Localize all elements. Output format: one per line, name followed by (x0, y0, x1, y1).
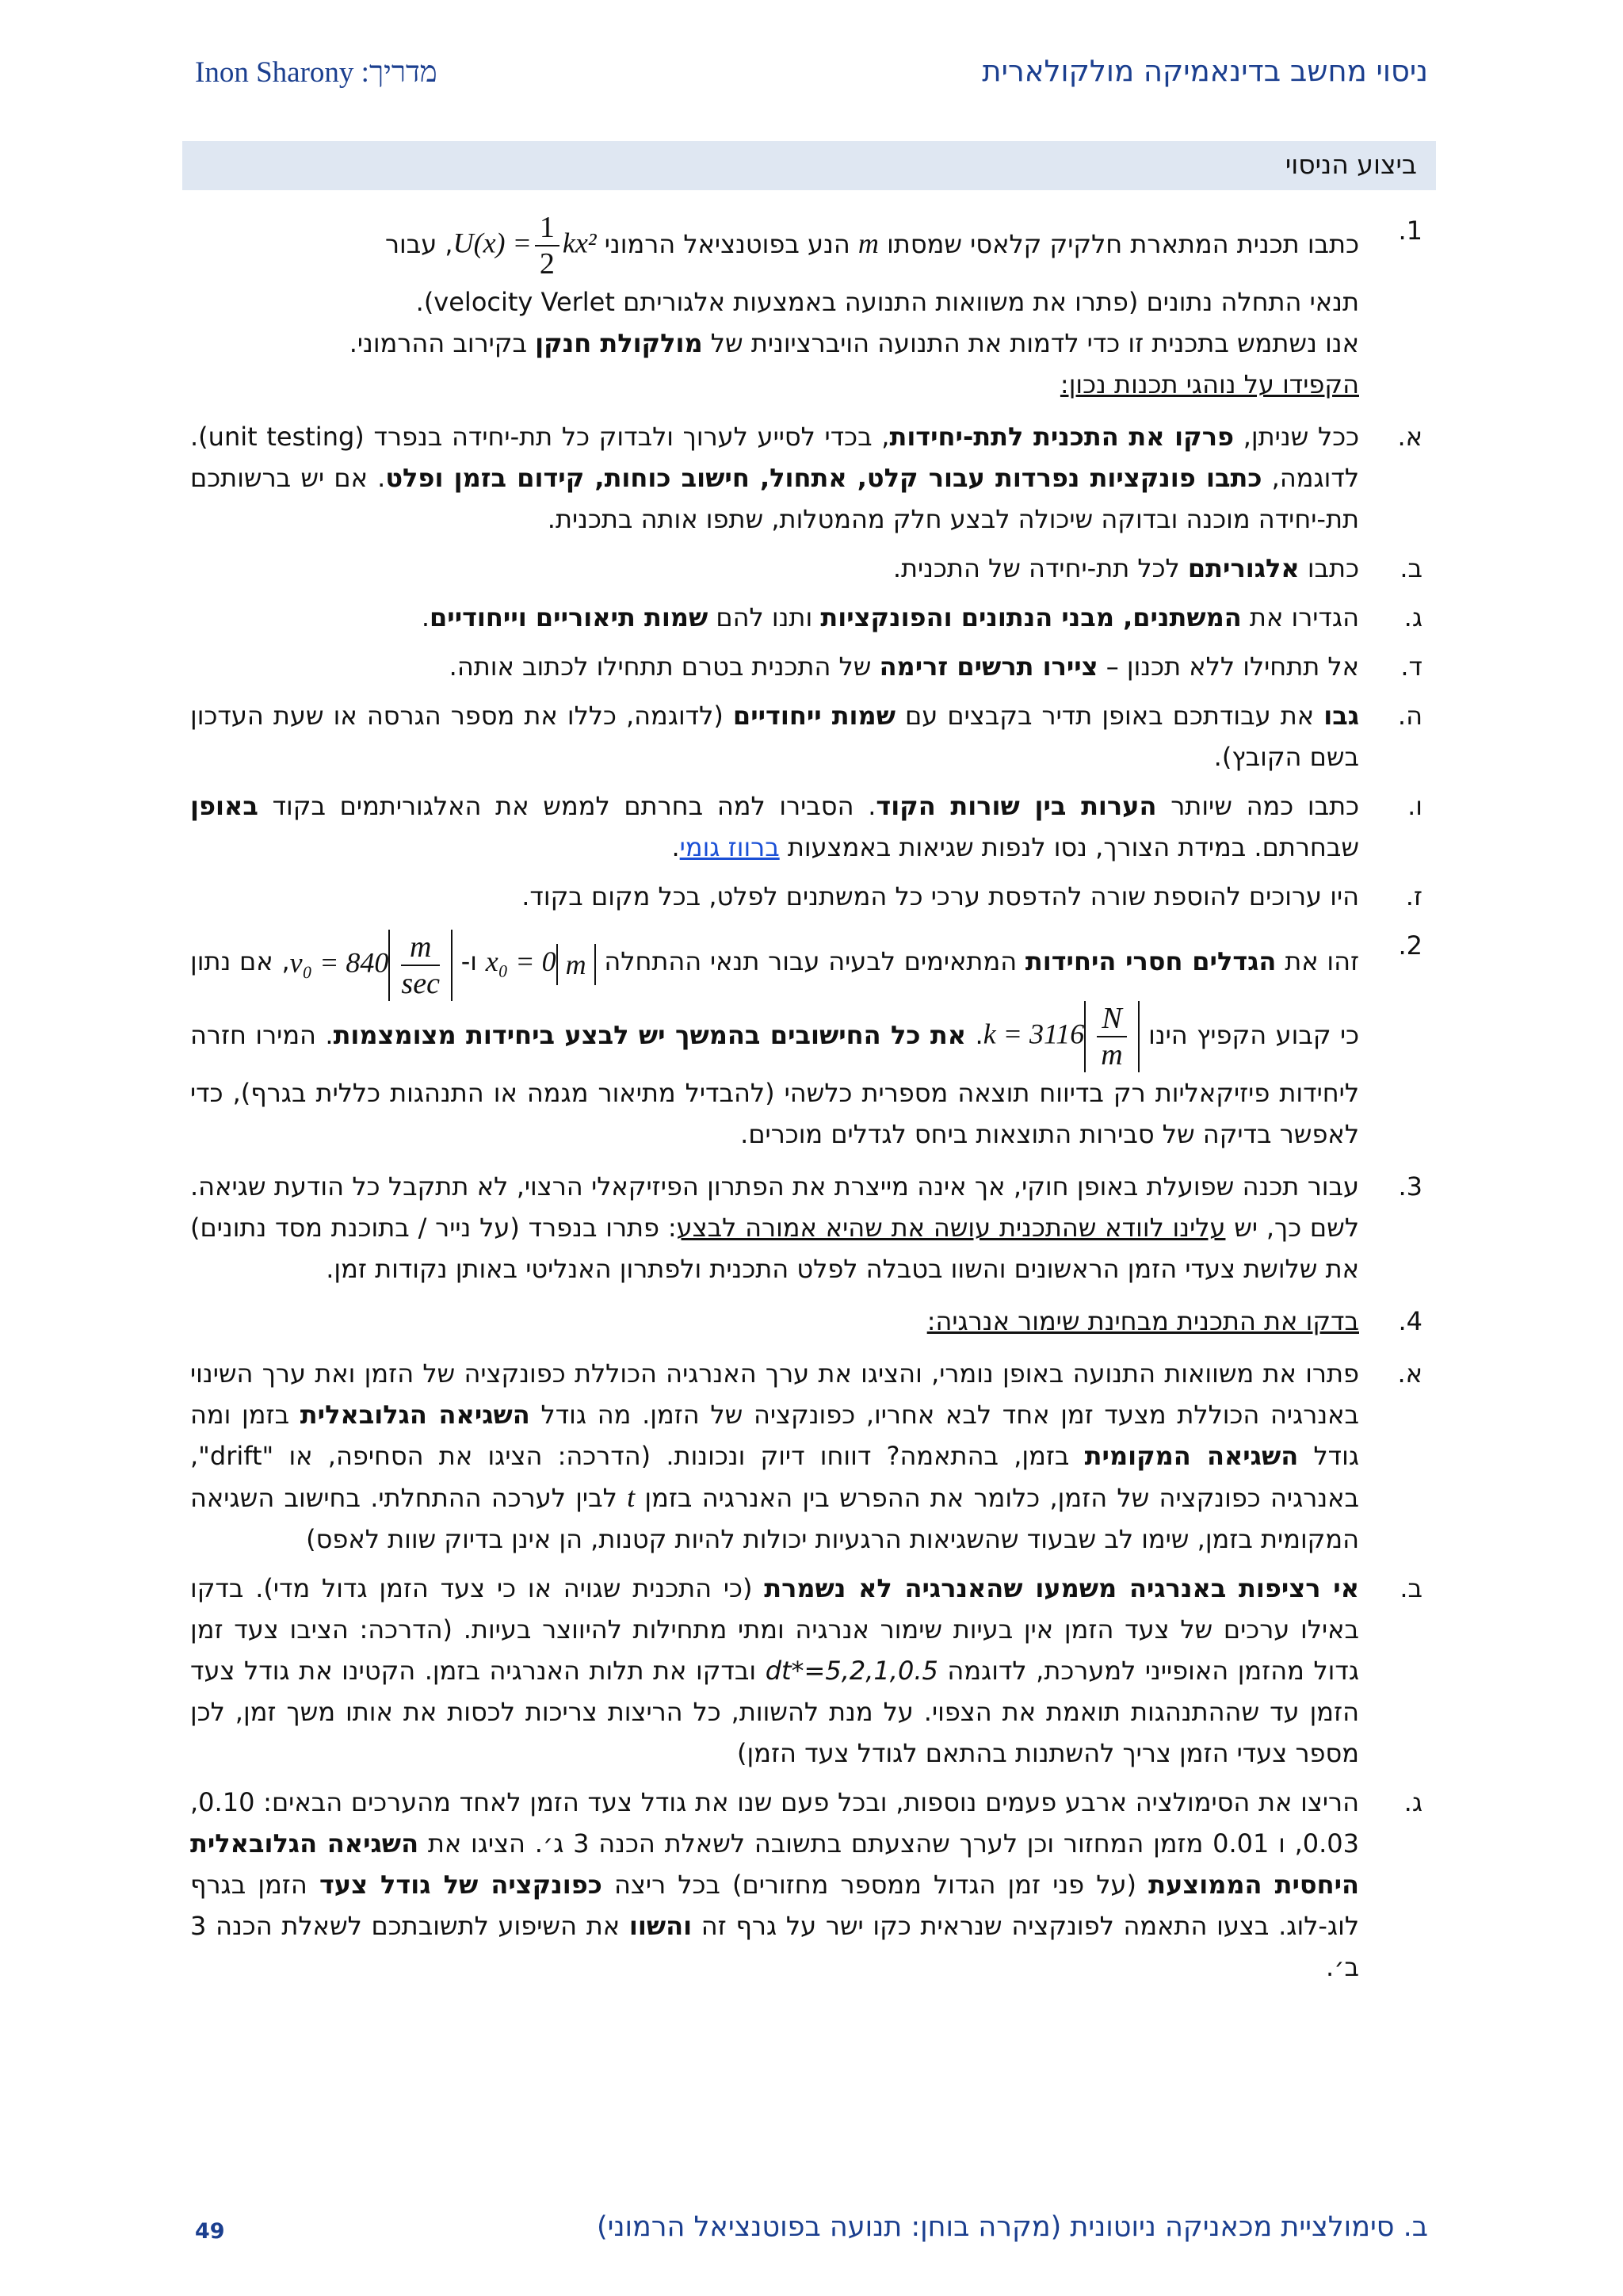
item-4-sub-c: ג. הריצו את הסימולציה ארבע פעמים נוספות, ובכל פעם שנו את גודל צעד הזמן לאחד מהערכים הבאים: 0.10, 0.03, ו 0.01 מזמן המחזור וכן לערך שהצעתם בתשובה לשאלת הכנה 3 ג׳. הציגו את השגיאה הגלובאלית היחסית הממוצעת (על פני זמן הגדול ממספר מחזורים) בכל ריצה כפונקציה של גודל צעד הזמן בגרף לוג-לוג. בצעו התאמה לפונקציה שנראית כקו ישר על גרף זה והשוו את השיפוע לתשובתכם לשאלת הכנה 3 ב׳. (190, 1787, 1423, 1982)
item-4-sub-b: ב. אי רציפות באנרגיה משמעו שהאנרגיה לא נשמרת (כי התכנית שגויה או כי צעד הזמן גדול מדי). בדקו באילו ערכים של צעד הזמן אין בעיות שימור אנרגיה ומתי מתחילות להיווצר בעיות. (הדרכה: הציבו צעד זמן גדול מהזמן האופייני למערכת, לדוגמה dt*=5,2,1,0.5 ובדקו את תלות האנרגיה בזמן. הקטינו את גודל צעד הזמן עד שההתנהגות תואמת את הצפוי. על מנת להשוות, כל הריצות צריכות לכסות את אותו משך זמן, לכן מספר צעדי הזמן צריך להשתנות בהתאם לגודל צעד הזמן) (190, 1573, 1423, 1768)
item-number: 1. (1398, 216, 1423, 246)
k-formula: k = 3116 $\frac{N}{m}$ (983, 1001, 1140, 1072)
sub-item-f: ו. כתבו כמה שיותר הערות בין שורות הקוד. הסבירו למה בחרתם לממש את האלגוריתמים בקוד באופן שבחרתם. במידת הצורך, נסו לנפות שגיאות באמצעות ברווז גומי. (190, 791, 1423, 862)
sub-item-b: ב. כתבו אלגוריתם לכל תת-יחידה של התכנית. (892, 553, 1423, 583)
item-4-title: בדקו את התכנית מבחינת שימור אנרגיה: (926, 1306, 1359, 1336)
main-content (190, 202, 1423, 1996)
rubber-duck-link[interactable]: ברווז גומי (679, 832, 780, 862)
section-bar (182, 141, 1436, 190)
x0-formula: x₀ = 0 m (486, 941, 596, 984)
item-3: 3. עבור תכנה שפועלת באופן חוקי, אך אינה מייצרת את הפתרון הפיזיקאלי הרצוי, לא תתקבל כל הודעת שגיאה. לשם כך, יש עלינו לוודא שהתכנית עושה את שהיא אמורה לבצע: פתרו בנפרד (על נייר / בתוכנת מסד נתונים) את שלושת צעדי הזמן הראשונים והשוו בטבלה לפלט התכנית ולפתרון האנליטי באותן נקודות זמן. (190, 1171, 1423, 1284)
item-4: 4. בדקו את התכנית מבחינת שימור אנרגיה: (926, 1306, 1423, 1336)
header-instructor: Inon Sharony :מדריך (195, 56, 437, 89)
header-title: ניסוי מחשב בדינאמיקה מולקולארית (982, 54, 1428, 88)
conventions-heading: הקפידו על נוהגי תכנות נכון: (1060, 369, 1359, 399)
footer-chapter: ב. סימולציית מכאניקה ניוטונית (מקרה בוחן: תנועה בפוטנציאל הרמוני) (596, 2211, 1428, 2243)
item-4-sub-a: א. פתרו את משוואות התנועה באופן נומרי, והציגו את ערך האנרגיה הכוללת כפונקציה של הזמן ואת ערך השינוי באנרגיה הכוללת מצעד זמן אחד לבא אחריו, כפונקציה של הזמן. מה גודל השגיאה הגלובאלית בזמן ומה גודל השגיאה המקומית בזמן, בהתאמה? דווחו דיוק ונכונות. (הדרכה: הציגו את הסחיפה, או "drift", באנרגיה כפונקציה של הזמן, כלומר את ההפרש בין האנרגיה בזמן t לבין לערכה ההתחלתי. בחישוב השגיאה המקומית בזמן, שימו לב שבעוד שהשגיאות הרגעיות יכולות להיות קטנות, הן אינן בדיוק שוות לאפס) (190, 1358, 1423, 1554)
v0-formula: v₀ = 840 $\frac{m}{\sec}$ (290, 930, 453, 1001)
sub-item-d: ד. אל תתחילו ללא תכנון – ציירו תרשים זרימה של התכנית בטרם תתחילו לכתוב אותה. (449, 651, 1423, 682)
item-1: 1. כתבו תכנית המתארת חלקיק קלאסי שמסתו m הנע בפוטנציאל הרמוני U(x) = $\frac{1}{2}$ kx², עבור תנאי התחלה נתונים (פתרו את משוואות התנועה באמצעות אלגוריתם velocity Verlet). אנו נשתמש בתכנית זו כדי לדמות את התנועה הויברציונית של מולקולת חנקן בקירוב ההרמוני. הקפידו על נוהגי תכנות נכון: (349, 211, 1423, 399)
sub-item-c: ג. הגדירו את המשתנים, מבני הנתונים והפונקציות ותנו להם שמות תיאוריים וייחודיים. (421, 602, 1423, 632)
sub-item-e: ה. גבו את עבודתכם באופן תדיר בקבצים עם שמות ייחודיים (לדוגמה, כללו את מספר הגרסה או שעת העדכון בשם הקובץ). (190, 701, 1423, 772)
page-number: 49 (195, 2219, 225, 2244)
item-2: 2. זהו את הגדלים חסרי היחידות המתאימים לבעיה עבור תנאי ההתחלה x₀ = 0 m ו- v₀ = 840 $\frac{m}{\sec}$ , אם נתון כי קבוע הקפיץ הינו k = 3116 $\frac{N}{m}$ . את כל החישובים בהמשך יש לבצע ביחידות מצומצמות. המירו חזרה ליחידות פיזיקאליות רק בדיווח תוצאה מספרית כלשהי (להבדיל מתיאור מגמה או התנהגות כללית בגרף), כדי לאפשר בדיקה של סבירות התוצאות ביחס לגדלים מוכרים. (190, 930, 1423, 1149)
section-title: ביצוע הניסוי (1285, 149, 1417, 180)
sub-item-g: ז. היו ערוכים להוספת שורה להדפסת ערכי כל המשתנים לפלט, בכל מקום בקוד. (521, 881, 1423, 911)
sub-item-a: א. ככל שניתן, פרקו את התכנית לתת-יחידות, בכדי לסייע לערוך ולבדוק כל תת-יחידה בנפרד (unit testing). לדוגמה, כתבו פונקציות נפרדות עבור קלט, אתחול, חישוב כוחות, קידום בזמן ופלט. אם יש ברשותכם תת-יחידה מוכנה ובדוקה שיכולה לבצע חלק מהמטלות, שתפו אותה בתכנית. (190, 422, 1423, 534)
potential-formula: U(x) = $\frac{1}{2}$ kx² (453, 211, 597, 281)
